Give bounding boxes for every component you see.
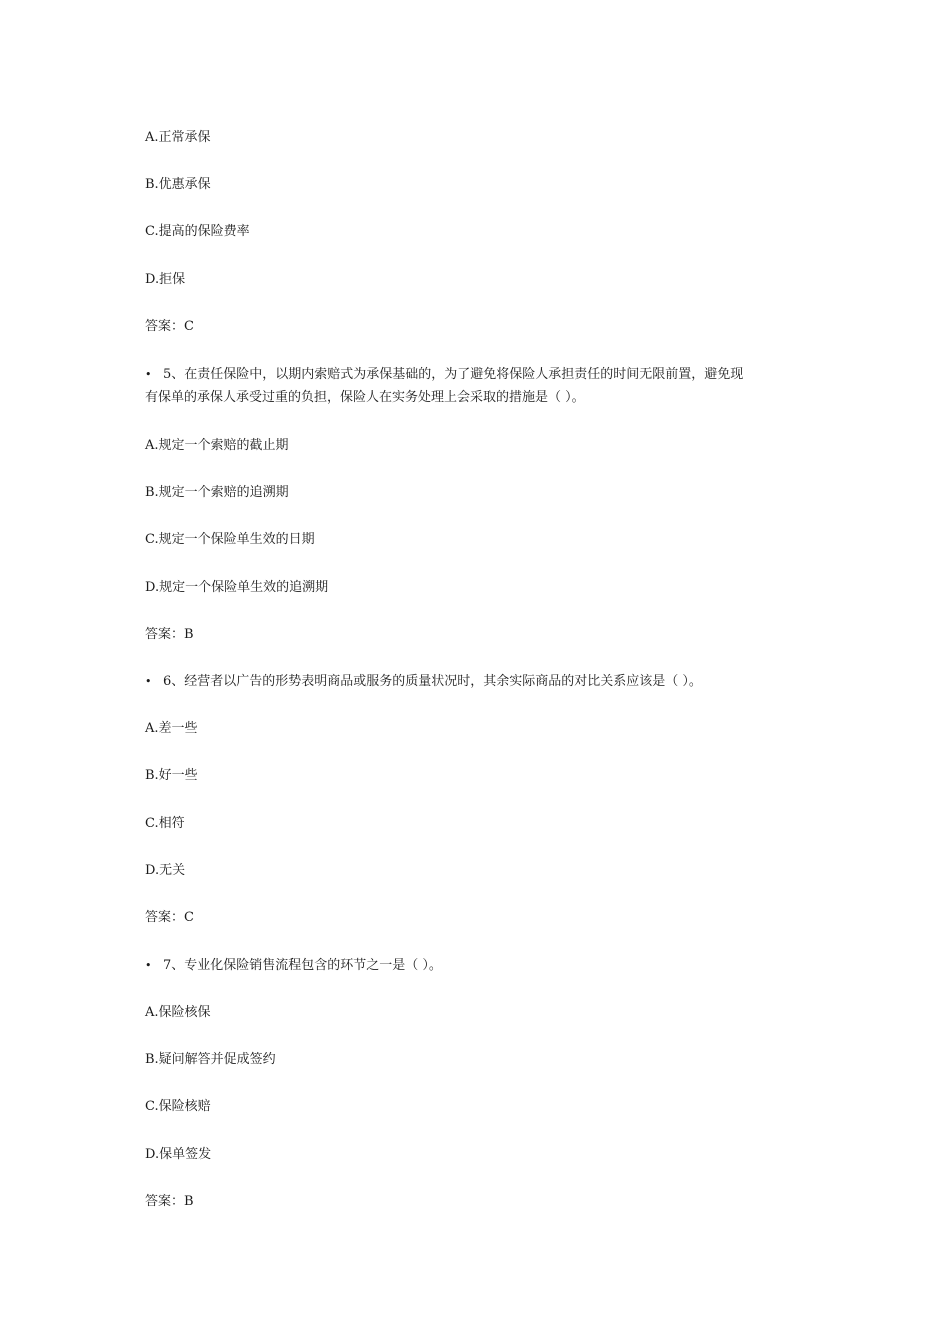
q4-option-c: C.提高的保险费率 xyxy=(145,224,250,239)
q6-option-c: C.相符 xyxy=(145,816,185,831)
q7-stem-text-1: 7、专业化保险销售流程包含的环节之一是（ ）。 xyxy=(163,958,442,973)
q6-option-d: D.无关 xyxy=(145,863,186,878)
q5-answer: 答案：B xyxy=(145,627,194,642)
q7-option-c: C.保险核赔 xyxy=(145,1099,211,1114)
q6-bullet: • xyxy=(145,675,152,688)
q5-stem-line1 xyxy=(145,365,743,385)
q6-stem-text-1: 6、经营者以广告的形势表明商品或服务的质量状况时，其余实际商品的对比关系应该是（ ）。 xyxy=(163,674,702,689)
q5-option-a: A.规定一个索赔的截止期 xyxy=(145,438,289,453)
q5-bullet: • xyxy=(145,368,152,381)
q6-option-b: B.好一些 xyxy=(145,768,198,783)
q6-answer: 答案：C xyxy=(145,910,194,925)
q7-option-d: D.保单签发 xyxy=(145,1147,212,1162)
q4-option-b: B.优惠承保 xyxy=(145,177,211,192)
q5-option-b: B.规定一个索赔的追溯期 xyxy=(145,485,289,500)
q7-option-b: B.疑问解答并促成签约 xyxy=(145,1052,276,1067)
q7-stem-line1 xyxy=(145,956,442,976)
q5-stem-text-1: 5、在责任保险中，以期内索赔式为承保基础的，为了避免将保险人承担责任的时间无限前置，避免现 xyxy=(163,367,744,382)
q4-option-a: A.正常承保 xyxy=(145,130,211,145)
q7-bullet: • xyxy=(145,959,152,972)
q4-option-d: D.拒保 xyxy=(145,272,186,287)
q5-stem-line2: 有保单的承保人承受过重的负担，保险人在实务处理上会采取的措施是（ ）。 xyxy=(145,390,585,405)
q5-option-d: D.规定一个保险单生效的追溯期 xyxy=(145,580,329,595)
q7-option-a: A.保险核保 xyxy=(145,1005,211,1020)
q6-stem-line1 xyxy=(145,672,702,692)
q5-option-c: C.规定一个保险单生效的日期 xyxy=(145,532,315,547)
q7-answer: 答案：B xyxy=(145,1194,194,1209)
q6-option-a: A.差一些 xyxy=(145,721,198,736)
q4-answer: 答案：C xyxy=(145,319,194,334)
